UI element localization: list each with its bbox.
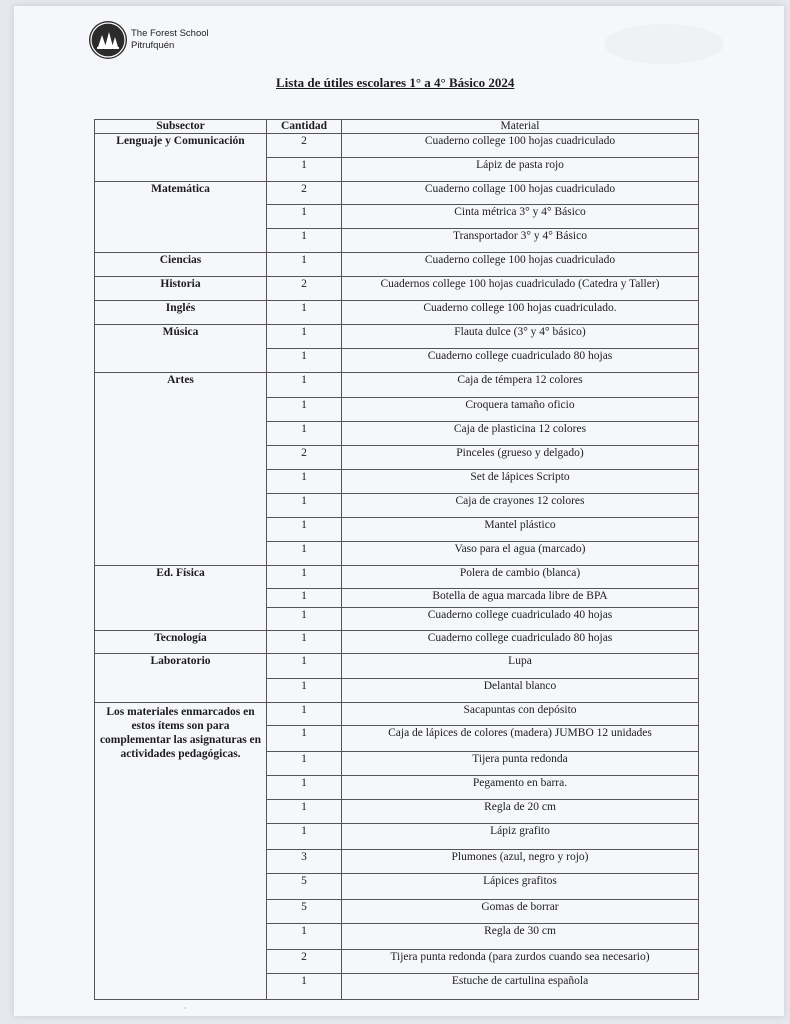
subsector-cell: Tecnología [95, 631, 267, 654]
material-cell: Tijera punta redonda [342, 752, 699, 776]
quantity-cell: 1 [267, 373, 342, 398]
material-cell: Transportador 3° y 4° Básico [342, 229, 699, 253]
material-cell: Lápiz de pasta rojo [342, 158, 699, 182]
table-row [95, 373, 699, 398]
material-cell: Regla de 20 cm [342, 800, 699, 824]
quantity-cell: 1 [267, 924, 342, 950]
material-cell: Cuaderno collage 100 hojas cuadriculado [342, 182, 699, 205]
quantity-cell: 1 [267, 518, 342, 542]
table-row [95, 253, 699, 277]
quantity-cell: 1 [267, 631, 342, 654]
quantity-cell: 1 [267, 752, 342, 776]
material-cell: Estuche de cartulina española [342, 974, 699, 1000]
quantity-cell: 1 [267, 566, 342, 589]
material-cell: Caja de témpera 12 colores [342, 373, 699, 398]
table-row [95, 631, 699, 654]
quantity-cell: 1 [267, 229, 342, 253]
table-row [95, 134, 699, 158]
quantity-cell: 1 [267, 800, 342, 824]
material-cell: Cuaderno college 100 hojas cuadriculado [342, 253, 699, 277]
material-cell: Set de lápices Scripto [342, 470, 699, 494]
quantity-cell: 2 [267, 277, 342, 301]
quantity-cell: 2 [267, 950, 342, 974]
material-cell: Cuaderno college cuadriculado 80 hojas [342, 631, 699, 654]
table-row [95, 325, 699, 349]
material-cell: Caja de crayones 12 colores [342, 494, 699, 518]
quantity-cell: 1 [267, 542, 342, 566]
table-row [95, 301, 699, 325]
table-row [95, 182, 699, 205]
material-cell: Cuadernos college 100 hojas cuadriculado (Catedra y Taller) [342, 277, 699, 301]
table-header-row [95, 120, 699, 134]
quantity-cell: 1 [267, 422, 342, 446]
quantity-cell: 1 [267, 679, 342, 703]
table-row [95, 566, 699, 589]
subsector-cell: Música [95, 325, 267, 373]
subsector-cell: Matemática [95, 182, 267, 253]
quantity-cell: 5 [267, 874, 342, 900]
quantity-cell: 1 [267, 494, 342, 518]
material-cell: Cuaderno college 100 hojas cuadriculado [342, 134, 699, 158]
material-cell: Polera de cambio (blanca) [342, 566, 699, 589]
material-cell: Croquera tamaño oficio [342, 398, 699, 422]
material-cell: Delantal blanco [342, 679, 699, 703]
material-cell: Cuaderno college cuadriculado 40 hojas [342, 608, 699, 631]
quantity-cell: 2 [267, 446, 342, 470]
quantity-cell: 5 [267, 900, 342, 924]
quantity-cell: 1 [267, 398, 342, 422]
quantity-cell: 1 [267, 824, 342, 850]
header-cantidad: Cantidad [267, 120, 342, 134]
quantity-cell: 1 [267, 470, 342, 494]
footer-mark: · [184, 1004, 187, 1013]
material-cell: Lupa [342, 654, 699, 679]
material-cell: Cuaderno college cuadriculado 80 hojas [342, 349, 699, 373]
material-cell: Caja de plasticina 12 colores [342, 422, 699, 446]
subsector-cell: Artes [95, 373, 267, 566]
table-row [95, 703, 699, 726]
quantity-cell: 1 [267, 325, 342, 349]
material-cell: Pegamento en barra. [342, 776, 699, 800]
supplies-table [94, 119, 699, 1000]
subsector-cell: Laboratorio [95, 654, 267, 703]
quantity-cell: 1 [267, 974, 342, 1000]
subsector-cell: Inglés [95, 301, 267, 325]
quantity-cell: 1 [267, 301, 342, 325]
quantity-cell: 1 [267, 589, 342, 608]
quantity-cell: 1 [267, 158, 342, 182]
material-cell: Sacapuntas con depósito [342, 703, 699, 726]
quantity-cell: 1 [267, 253, 342, 277]
quantity-cell: 2 [267, 182, 342, 205]
material-cell: Lápiz grafito [342, 824, 699, 850]
quantity-cell: 3 [267, 850, 342, 874]
material-cell: Pinceles (grueso y delgado) [342, 446, 699, 470]
material-cell: Flauta dulce (3° y 4° básico) [342, 325, 699, 349]
material-cell: Regla de 30 cm [342, 924, 699, 950]
tree-emblem-icon [89, 21, 127, 59]
header-subsector: Subsector [95, 120, 267, 134]
material-cell: Plumones (azul, negro y rojo) [342, 850, 699, 874]
table-body [95, 134, 699, 1000]
school-logo [89, 21, 209, 59]
material-cell: Mantel plástico [342, 518, 699, 542]
page-title: Lista de útiles escolares 1° a 4° Básico 2024 [276, 75, 515, 90]
material-cell: Tijera punta redonda (para zurdos cuando sea necesario) [342, 950, 699, 974]
material-cell: Caja de lápices de colores (madera) JUMBO 12 unidades [342, 726, 699, 752]
subsector-cell: Ed. Física [95, 566, 267, 631]
subsector-cell: Lenguaje y Comunicación [95, 134, 267, 182]
quantity-cell: 1 [267, 726, 342, 752]
material-cell: Cuaderno college 100 hojas cuadriculado. [342, 301, 699, 325]
quantity-cell: 2 [267, 134, 342, 158]
material-cell: Lápices grafitos [342, 874, 699, 900]
material-cell: Botella de agua marcada libre de BPA [342, 589, 699, 608]
subsector-cell: Los materiales enmarcados en estos ítems son para complementar las asignaturas en actividades pedagógicas. [95, 703, 267, 1000]
quantity-cell: 1 [267, 349, 342, 373]
subsector-cell: Historia [95, 277, 267, 301]
school-city: Pitrufquén [131, 40, 175, 51]
subsector-cell: Ciencias [95, 253, 267, 277]
school-name: The Forest School [131, 28, 209, 39]
quantity-cell: 1 [267, 654, 342, 679]
table-row [95, 654, 699, 679]
quantity-cell: 1 [267, 776, 342, 800]
material-cell: Vaso para el agua (marcado) [342, 542, 699, 566]
quantity-cell: 1 [267, 205, 342, 229]
table-row [95, 277, 699, 301]
material-cell: Gomas de borrar [342, 900, 699, 924]
header-material: Material [342, 120, 699, 134]
quantity-cell: 1 [267, 608, 342, 631]
material-cell: Cinta métrica 3° y 4° Básico [342, 205, 699, 229]
bleed-through-mark [604, 24, 724, 64]
quantity-cell: 1 [267, 703, 342, 726]
